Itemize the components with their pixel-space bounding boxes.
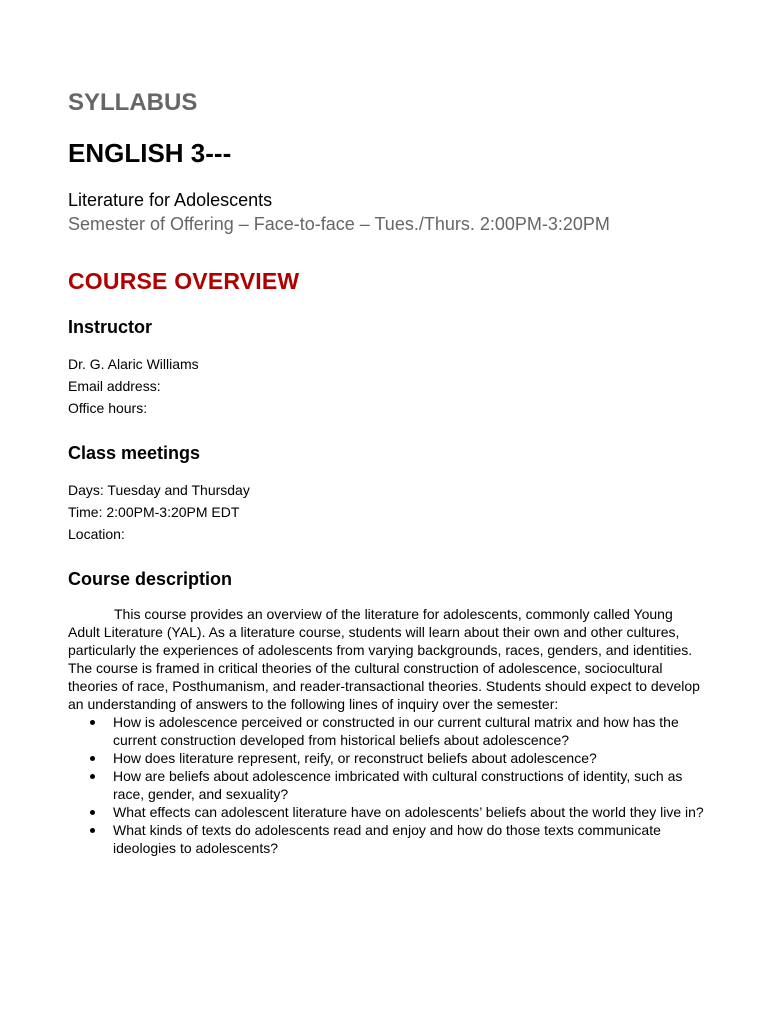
- meeting-days: Days: Tuesday and Thursday: [68, 482, 250, 498]
- instructor-info: [68, 353, 708, 419]
- list-item-text: What effects can adolescent literature have on adolescents’ beliefs about the world they live in?: [113, 804, 704, 820]
- bullet-icon: [90, 720, 95, 725]
- course-overview-heading: COURSE OVERVIEW: [68, 268, 300, 294]
- list-item: [68, 821, 708, 857]
- list-item: [68, 767, 708, 803]
- list-item: [68, 713, 708, 749]
- document-label: SYLLABUS: [68, 89, 198, 116]
- list-item-text: How does literature represent, reify, or reconstruct beliefs about adolescence?: [113, 750, 597, 766]
- instructor-email: Email address:: [68, 378, 161, 394]
- inquiry-questions-list: [68, 713, 708, 857]
- syllabus-page: [68, 86, 708, 857]
- instructor-office-hours: Office hours:: [68, 400, 148, 416]
- list-item-text: What kinds of texts do adolescents read and enjoy and how do those texts communicate ideologies to adolescents?: [113, 822, 661, 856]
- list-item: [68, 803, 708, 821]
- instructor-name: Dr. G. Alaric Williams: [68, 356, 199, 372]
- course-title: Literature for Adolescents: [68, 190, 273, 210]
- list-item-text: How is adolescence perceived or constructed in our current cultural matrix and how has the current construction developed from historical beliefs about adolescence?: [113, 714, 679, 748]
- meeting-location: Location:: [68, 526, 125, 542]
- instructor-heading: Instructor: [68, 317, 153, 337]
- bullet-icon: [90, 756, 95, 761]
- course-description-heading: Course description: [68, 569, 233, 589]
- list-item: [68, 749, 708, 767]
- bullet-icon: [90, 828, 95, 833]
- class-meetings-heading: Class meetings: [68, 443, 201, 463]
- course-offering: Semester of Offering – Face-to-face – Tues./Thurs. 2:00PM-3:20PM: [68, 214, 610, 234]
- meeting-time: Time: 2:00PM-3:20PM EDT: [68, 504, 240, 520]
- list-item-text: How are beliefs about adolescence imbricated with cultural constructions of identity, such as race, gender, and sexuality?: [113, 768, 683, 802]
- course-code: ENGLISH 3---: [68, 138, 232, 168]
- course-description-paragraph: This course provides an overview of the literature for adolescents, commonly called Young Adult Literature (YAL). As a literature course, students will learn about their own and other cultures, particularly the experiences of adolescents from varying backgrounds, races, genders, and identities. The course is framed in critical theories of the cultural construction of adolescence, sociocultural theories of race, Posthumanism, and reader-transactional theories. Students should expect to develop an understanding of answers to the following lines of inquiry over the semester:: [68, 606, 700, 712]
- bullet-icon: [90, 810, 95, 815]
- class-meetings-info: [68, 479, 708, 545]
- bullet-icon: [90, 774, 95, 779]
